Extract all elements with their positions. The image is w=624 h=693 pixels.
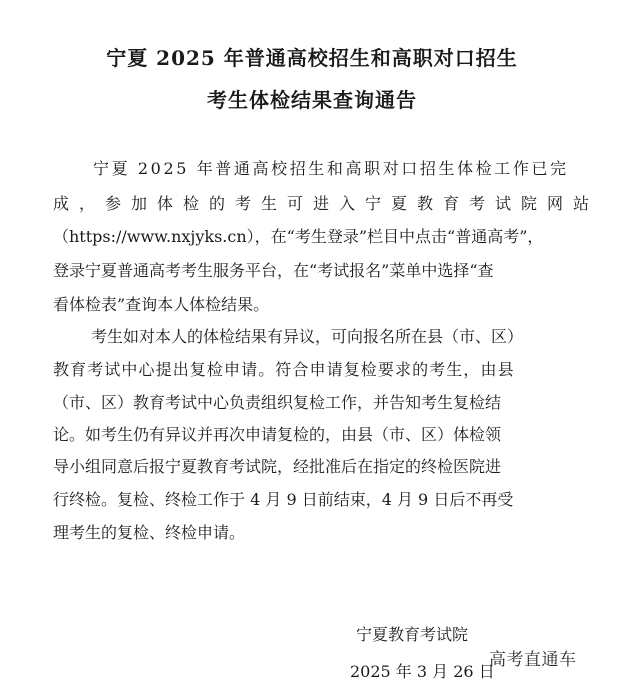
paragraph-1-line-5: 看体检表”查询本人体检结果。 <box>53 295 270 314</box>
paragraph-2-line-7: 理考生的复检、终检申请。 <box>53 523 246 542</box>
signature-organization: 宁夏教育考试院 <box>356 625 469 644</box>
paragraph-1-line-2: 成，参加体检的考生可进入宁夏教育考试院网站 <box>53 194 600 213</box>
paragraph-2-line-5: 导小组同意后报宁夏教育考试院，经批准后在指定的终检医院进 <box>53 457 502 476</box>
paragraph-1-line-1: 宁夏 2025 年普通高校招生和高职对口招生体检工作已完 <box>93 159 569 178</box>
signature-date: 2025 年 3 月 26 日 <box>350 662 495 681</box>
notice-title-line-1: 宁夏 2025 年普通高校招生和高职对口招生 <box>106 46 518 70</box>
paragraph-2-line-4: 论。如考生仍有异议并再次申请复检的，由县（市、区）体检领 <box>53 425 502 444</box>
paragraph-1-line-4: 登录宁夏普通高考考生服务平台，在“考试报名”菜单中选择“查 <box>53 261 494 280</box>
paragraph-1-line-3: （https://www.nxjyks.cn），在“考生登录”栏目中点击“普通高考”， <box>53 227 544 246</box>
paragraph-2-line-1: 考生如对本人的体检结果有异议，可向报名所在县（市、区） <box>91 327 524 346</box>
notice-title-line-2: 考生体检结果查询通告 <box>207 88 417 112</box>
paragraph-2-line-2: 教育考试中心提出复检申请。符合申请复检要求的考生，由县 <box>53 360 515 379</box>
watermark-text: 高考直通车 <box>489 650 577 670</box>
paragraph-2-line-3: （市、区）教育考试中心负责组织复检工作，并告知考生复检结 <box>53 393 502 412</box>
paragraph-2-line-6: 行终检。复检、终检工作于 4 月 9 日前结束，4 月 9 日后不再受 <box>53 490 514 509</box>
